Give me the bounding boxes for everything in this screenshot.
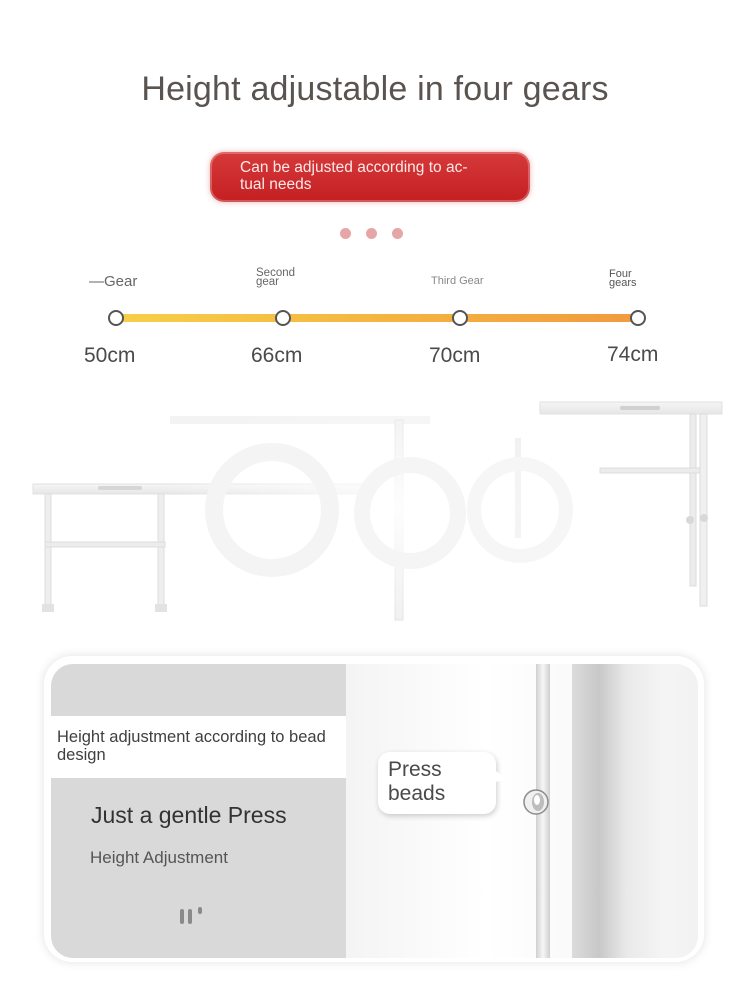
gear-node-3 [452,310,468,326]
page-title: Height adjustable in four gears [141,70,609,108]
gear-label-3: Third Gear [431,275,484,287]
gear-label-2: Second gear [256,267,296,288]
page-dot-1 [340,228,351,239]
gear-node-4 [630,310,646,326]
gear-node-1 [108,310,124,326]
page-dot-2 [366,228,377,239]
bead-button-icon [522,787,550,822]
page-dot-3 [392,228,403,239]
gear-label-1: —Gear [89,273,138,290]
headline: Just a gentle Press [91,802,287,828]
gear-height-3: 70cm [429,344,481,367]
gear-height-2: 66cm [251,344,303,367]
bars-icon [180,907,206,930]
gear-node-2 [275,310,291,326]
bubble-text: Press beads [388,758,446,805]
speech-bubble [378,752,496,814]
subline: Height Adjustment [90,848,228,867]
caption-band [46,716,346,778]
gear-height-1: 50cm [84,344,136,367]
gear-height-4: 74cm [607,343,659,366]
info-pill [210,152,530,202]
folding-table-image [0,398,750,648]
bubble-tail [494,768,512,791]
folding-table-illustration [0,398,750,648]
pill-text: Can be adjusted according to ac- tual needs [240,159,468,193]
gear-label-4: Four gears [609,268,637,289]
caption-text: Height adjustment according to bead design [57,728,326,764]
gear-track [116,314,638,322]
